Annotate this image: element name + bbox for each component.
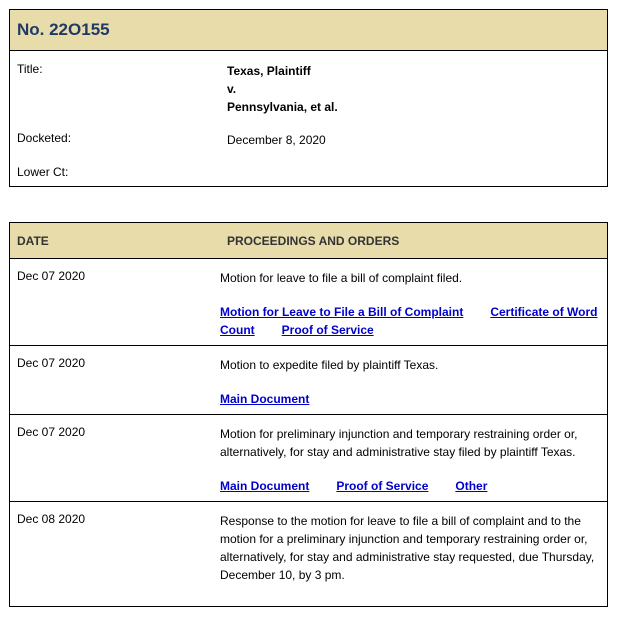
- lower-ct-row: [17, 165, 607, 179]
- title-plaintiff: Texas, Plaintiff: [227, 64, 311, 78]
- row-text: Motion for leave to file a bill of complaint filed.: [220, 271, 463, 285]
- case-header: [10, 10, 607, 51]
- proceedings-row: [10, 259, 607, 346]
- link-motion-for-leave[interactable]: Motion for Leave to File a Bill of Complaint: [220, 305, 464, 319]
- proceedings-row: [10, 502, 607, 606]
- row-text: Motion for preliminary injunction and temporary restraining order or, alternatively, for stay and administrative stay filed by plaintiff Texas.: [220, 427, 578, 459]
- row-date: Dec 08 2020: [17, 512, 86, 526]
- row-text-cell: [220, 346, 600, 414]
- link-other[interactable]: Other: [455, 479, 488, 493]
- title-row: [17, 62, 607, 116]
- row-text-cell: [220, 259, 600, 345]
- row-text: Response to the motion for leave to file a bill of complaint and to the motion for a preliminary injunction and temporary restraining order or, alternatively, for stay and administrative stay requested, due Thursday, December 10, by 3 pm.: [220, 514, 595, 582]
- row-date: Dec 07 2020: [17, 425, 86, 439]
- row-links: [220, 303, 600, 339]
- row-text-cell: [220, 415, 600, 501]
- row-text-cell: [220, 502, 600, 606]
- title-defendant: Pennsylvania, et al.: [227, 100, 338, 114]
- lower-ct-label: Lower Ct:: [17, 165, 69, 179]
- link-certificate-of-word-count[interactable]: Certificate of Word Count: [220, 305, 598, 337]
- header-proceedings: PROCEEDINGS AND ORDERS: [227, 233, 400, 248]
- case-info-box: [9, 9, 608, 187]
- row-text: Motion to expedite filed by plaintiff Texas.: [220, 358, 439, 372]
- row-date: Dec 07 2020: [17, 269, 86, 283]
- proceedings-header: [10, 223, 607, 259]
- title-label: Title:: [17, 62, 43, 76]
- row-date: Dec 07 2020: [17, 356, 86, 370]
- link-proof-of-service[interactable]: Proof of Service: [336, 479, 429, 493]
- link-main-document[interactable]: Main Document: [220, 479, 310, 493]
- case-number: No. 22O155: [17, 20, 110, 39]
- proceedings-table: [9, 222, 608, 607]
- docketed-value: December 8, 2020: [227, 133, 326, 147]
- header-date: DATE: [17, 233, 49, 248]
- proceedings-row: [10, 346, 607, 415]
- proceedings-row: [10, 415, 607, 502]
- row-links: [220, 477, 600, 495]
- docketed-row: [17, 131, 607, 149]
- row-links: [220, 390, 600, 408]
- link-proof-of-service[interactable]: Proof of Service: [281, 323, 374, 337]
- link-main-document[interactable]: Main Document: [220, 392, 310, 406]
- docketed-label: Docketed:: [17, 131, 72, 145]
- title-value: [227, 62, 338, 116]
- title-versus: v.: [227, 82, 237, 96]
